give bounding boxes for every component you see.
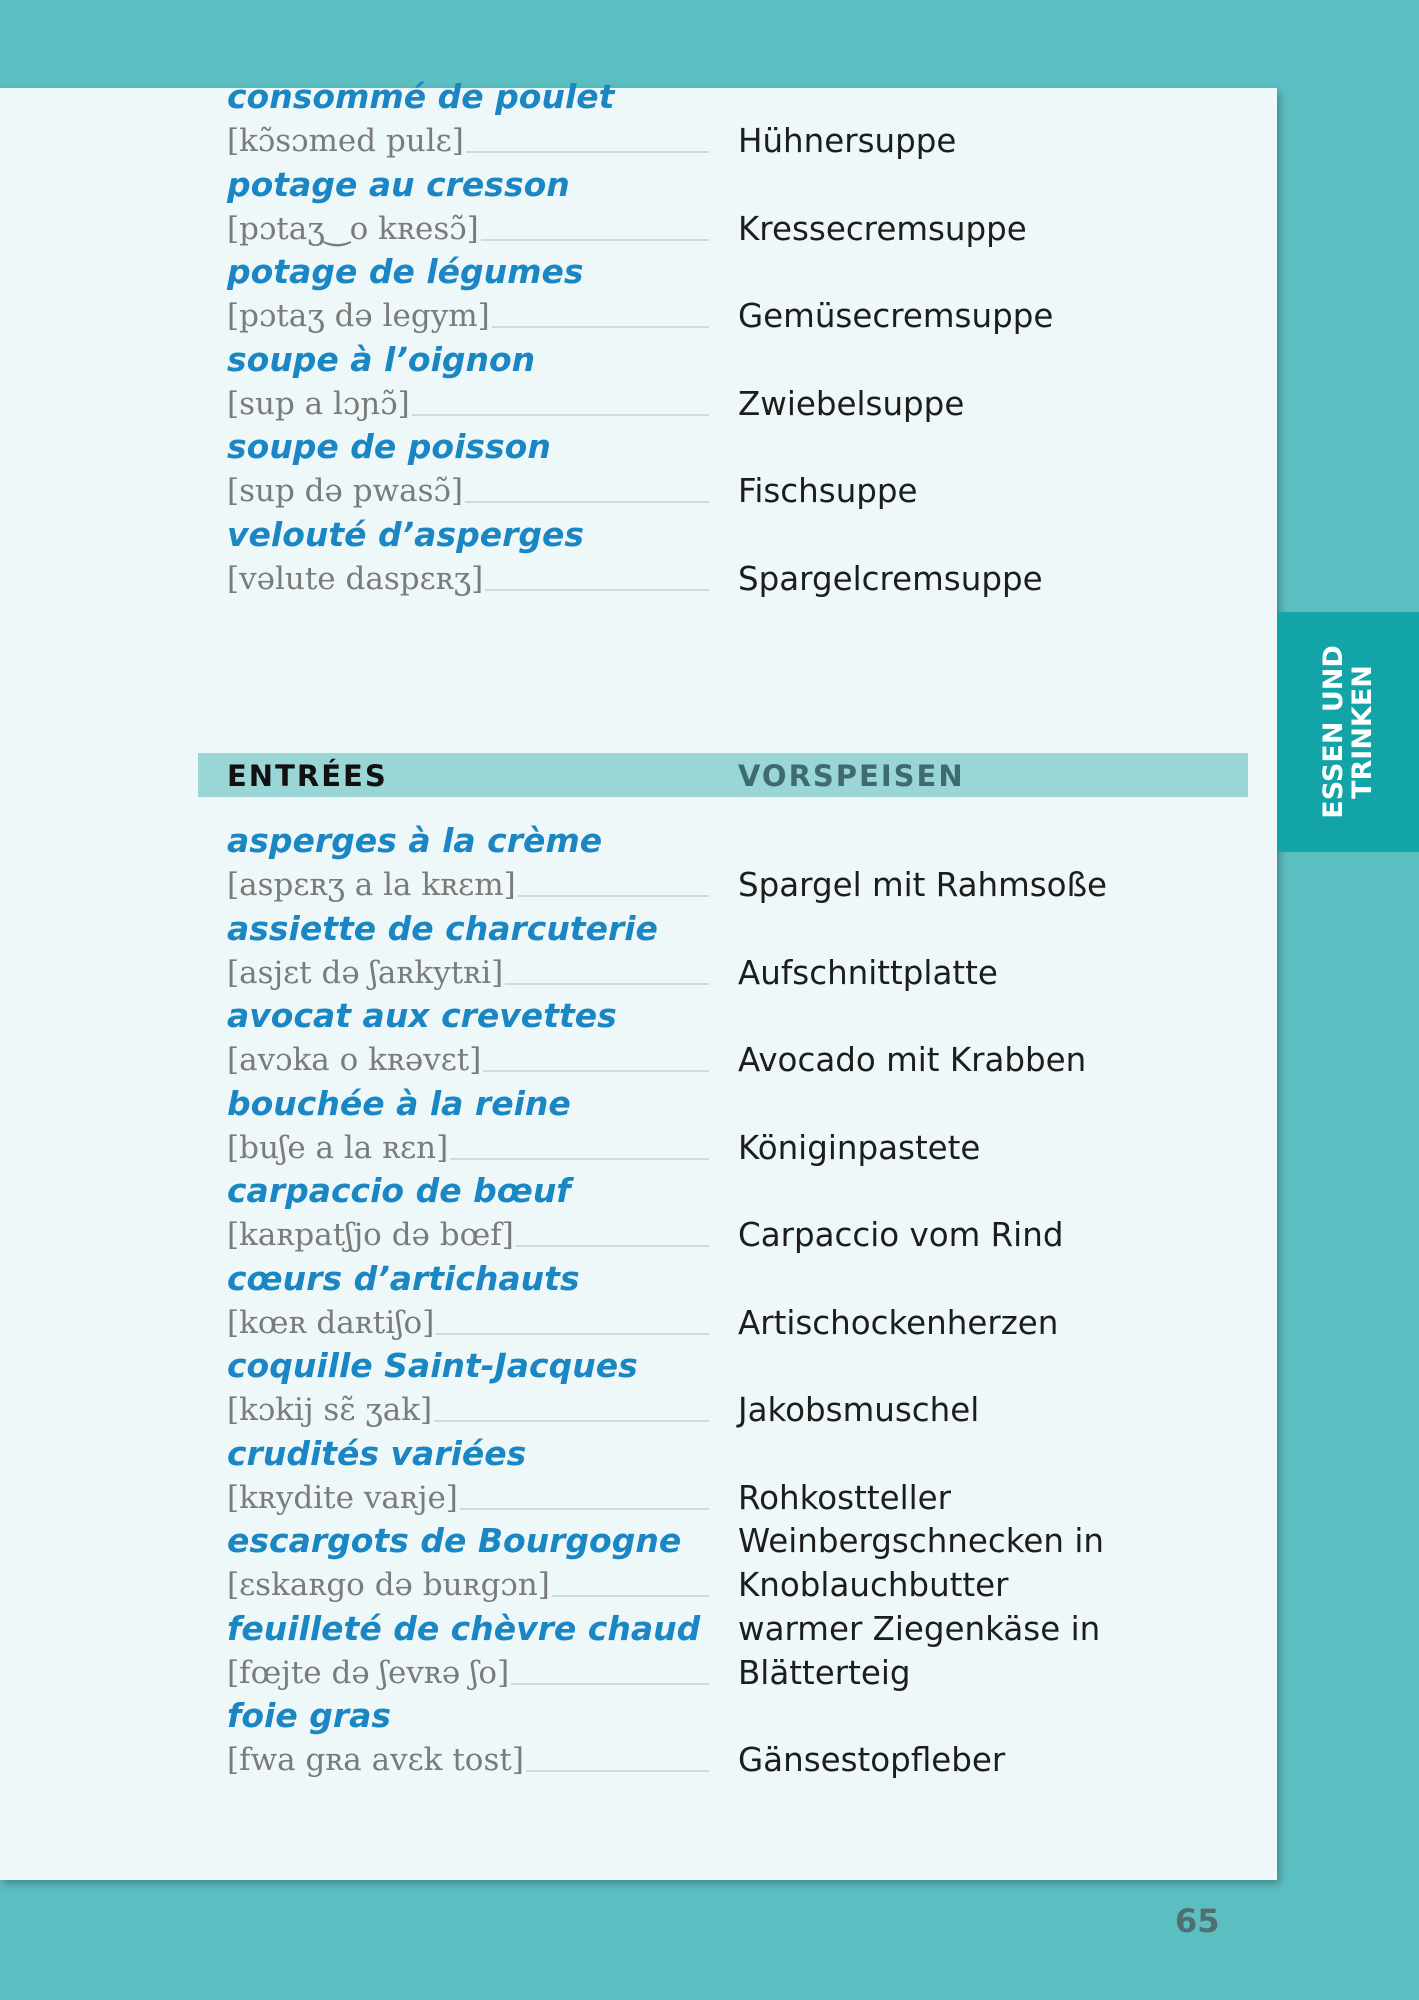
list-item	[227, 1344, 1147, 1432]
french-term: foie gras	[227, 1696, 392, 1735]
list-item	[227, 513, 1147, 601]
phonetic: [kɔ̃sɔmed pulɛ]	[227, 123, 464, 159]
list-item	[227, 250, 1147, 338]
german-translation: Fischsuppe	[738, 472, 918, 510]
list-item	[227, 1432, 1147, 1520]
phonetic: [kaʀpatʃjo də bœf]	[227, 1217, 514, 1253]
chapter-tab-line-1: ESSEN UND	[1318, 645, 1349, 819]
german-translation: Gänsestopfleber	[738, 1741, 1006, 1779]
german-translation: Weinbergschnecken in Knoblauchbutter	[738, 1522, 1104, 1604]
list-item	[227, 1519, 1147, 1607]
leader-line	[485, 589, 709, 591]
leader-line	[434, 1420, 709, 1422]
german-translation: Artischockenherzen	[738, 1303, 1059, 1342]
phonetic: [buʃe a la ʀɛn]	[227, 1129, 449, 1166]
leader-line	[481, 239, 709, 241]
german-translation: Hühnersuppe	[738, 122, 957, 160]
german-translation: Spargel mit Rahmsoße	[738, 866, 1108, 904]
leader-line	[518, 895, 709, 897]
french-term: crudités variées	[227, 1433, 527, 1473]
german-translation: Königinpastete	[738, 1128, 981, 1167]
section-header	[198, 753, 1248, 797]
french-term: velouté d’asperges	[227, 514, 585, 554]
leader-line	[436, 1333, 709, 1335]
german-translation: Avocado mit Krabben	[738, 1041, 1087, 1079]
german-translation: Jakobsmuschel	[738, 1391, 980, 1429]
french-term: escargots de Bourgogne	[227, 1521, 682, 1560]
leader-line	[460, 1508, 709, 1510]
list-item	[227, 819, 1147, 907]
list-item	[227, 994, 1147, 1082]
french-term: consommé de poulet	[227, 77, 615, 116]
french-term: soupe de poisson	[227, 427, 551, 466]
list-item	[227, 1694, 1147, 1782]
french-term: carpaccio de bœuf	[227, 1171, 571, 1210]
phonetic: [kʀydite vaʀje]	[227, 1479, 458, 1516]
phonetic: [sup də pwasɔ̃]	[227, 473, 463, 509]
german-translation: Zwiebelsuppe	[738, 384, 965, 423]
starter-list	[227, 819, 1147, 1782]
list-item	[227, 75, 1147, 163]
section-title-german: VORSPEISEN	[738, 759, 965, 793]
german-translation: Gemüsecremsuppe	[738, 297, 1054, 335]
french-term: potage au cresson	[227, 164, 570, 204]
phonetic: [pɔtaʒ‿o kʀesɔ̃]	[227, 210, 479, 247]
leader-line	[516, 1245, 709, 1247]
french-term: cœurs d’artichauts	[227, 1258, 580, 1298]
french-term: potage de légumes	[227, 252, 584, 291]
list-item	[227, 1607, 1147, 1695]
phonetic: [kœʀ daʀtiʃo]	[227, 1304, 435, 1341]
chapter-tab	[1277, 612, 1419, 852]
german-translation: Aufschnittplatte	[738, 953, 998, 992]
german-translation: Spargelcremsuppe	[738, 559, 1043, 598]
leader-line	[526, 1770, 709, 1772]
phonetic: [aspɛʀʒ a la kʀɛm]	[227, 867, 516, 903]
leader-line	[505, 983, 709, 985]
french-term: asperges à la crème	[227, 821, 603, 860]
german-translation: Kressecremsuppe	[738, 209, 1027, 248]
phonetic: [fœjte də ʃevʀə ʃo]	[227, 1654, 510, 1691]
leader-line	[465, 501, 709, 503]
french-term: bouchée à la reine	[227, 1083, 571, 1123]
list-item	[227, 1257, 1147, 1345]
leader-line	[492, 326, 709, 328]
leader-line	[511, 1683, 709, 1685]
phonetic: [asjɛt də ʃaʀkytʀi]	[227, 954, 504, 991]
leader-line	[450, 1158, 709, 1160]
list-item	[227, 425, 1147, 513]
german-translation: Carpaccio vom Rind	[738, 1216, 1064, 1254]
phonetic: [avɔka o kʀəvɛt]	[227, 1042, 482, 1078]
soup-list	[227, 75, 1147, 600]
list-item	[227, 163, 1147, 251]
leader-line	[552, 1595, 709, 1597]
french-term: soupe à l’oignon	[227, 339, 536, 379]
french-term: avocat aux crevettes	[227, 996, 617, 1035]
leader-line	[412, 414, 709, 416]
list-item	[227, 1169, 1147, 1257]
french-term: feuilleté de chèvre chaud	[227, 1608, 701, 1648]
french-term: assiette de charcuterie	[227, 908, 658, 948]
chapter-tab-label	[1319, 645, 1377, 819]
phonetic: [pɔtaʒ də legym]	[227, 298, 490, 334]
phonetic: [ɛskaʀgo də buʀgɔn]	[227, 1567, 550, 1603]
list-item	[227, 338, 1147, 426]
german-translation: warmer Ziegenkäse in Blätterteig	[738, 1609, 1101, 1692]
phonetic: [vəlute daspɛʀʒ]	[227, 560, 484, 597]
list-item	[227, 907, 1147, 995]
phonetic: [fwa gʀa avɛk tost]	[227, 1742, 524, 1778]
phonetic: [sup a lɔɲɔ̃]	[227, 385, 410, 422]
page-number: 65	[1175, 1902, 1220, 1940]
leader-line	[466, 151, 709, 153]
french-term: coquille Saint-Jacques	[227, 1346, 638, 1385]
section-title-french: ENTRÉES	[227, 759, 388, 793]
chapter-tab-line-2: TRINKEN	[1347, 665, 1378, 799]
german-translation: Rohkostteller	[738, 1478, 951, 1517]
phonetic: [kɔkij sɛ̃ ʒak]	[227, 1392, 433, 1428]
list-item	[227, 1082, 1147, 1170]
leader-line	[483, 1070, 709, 1072]
